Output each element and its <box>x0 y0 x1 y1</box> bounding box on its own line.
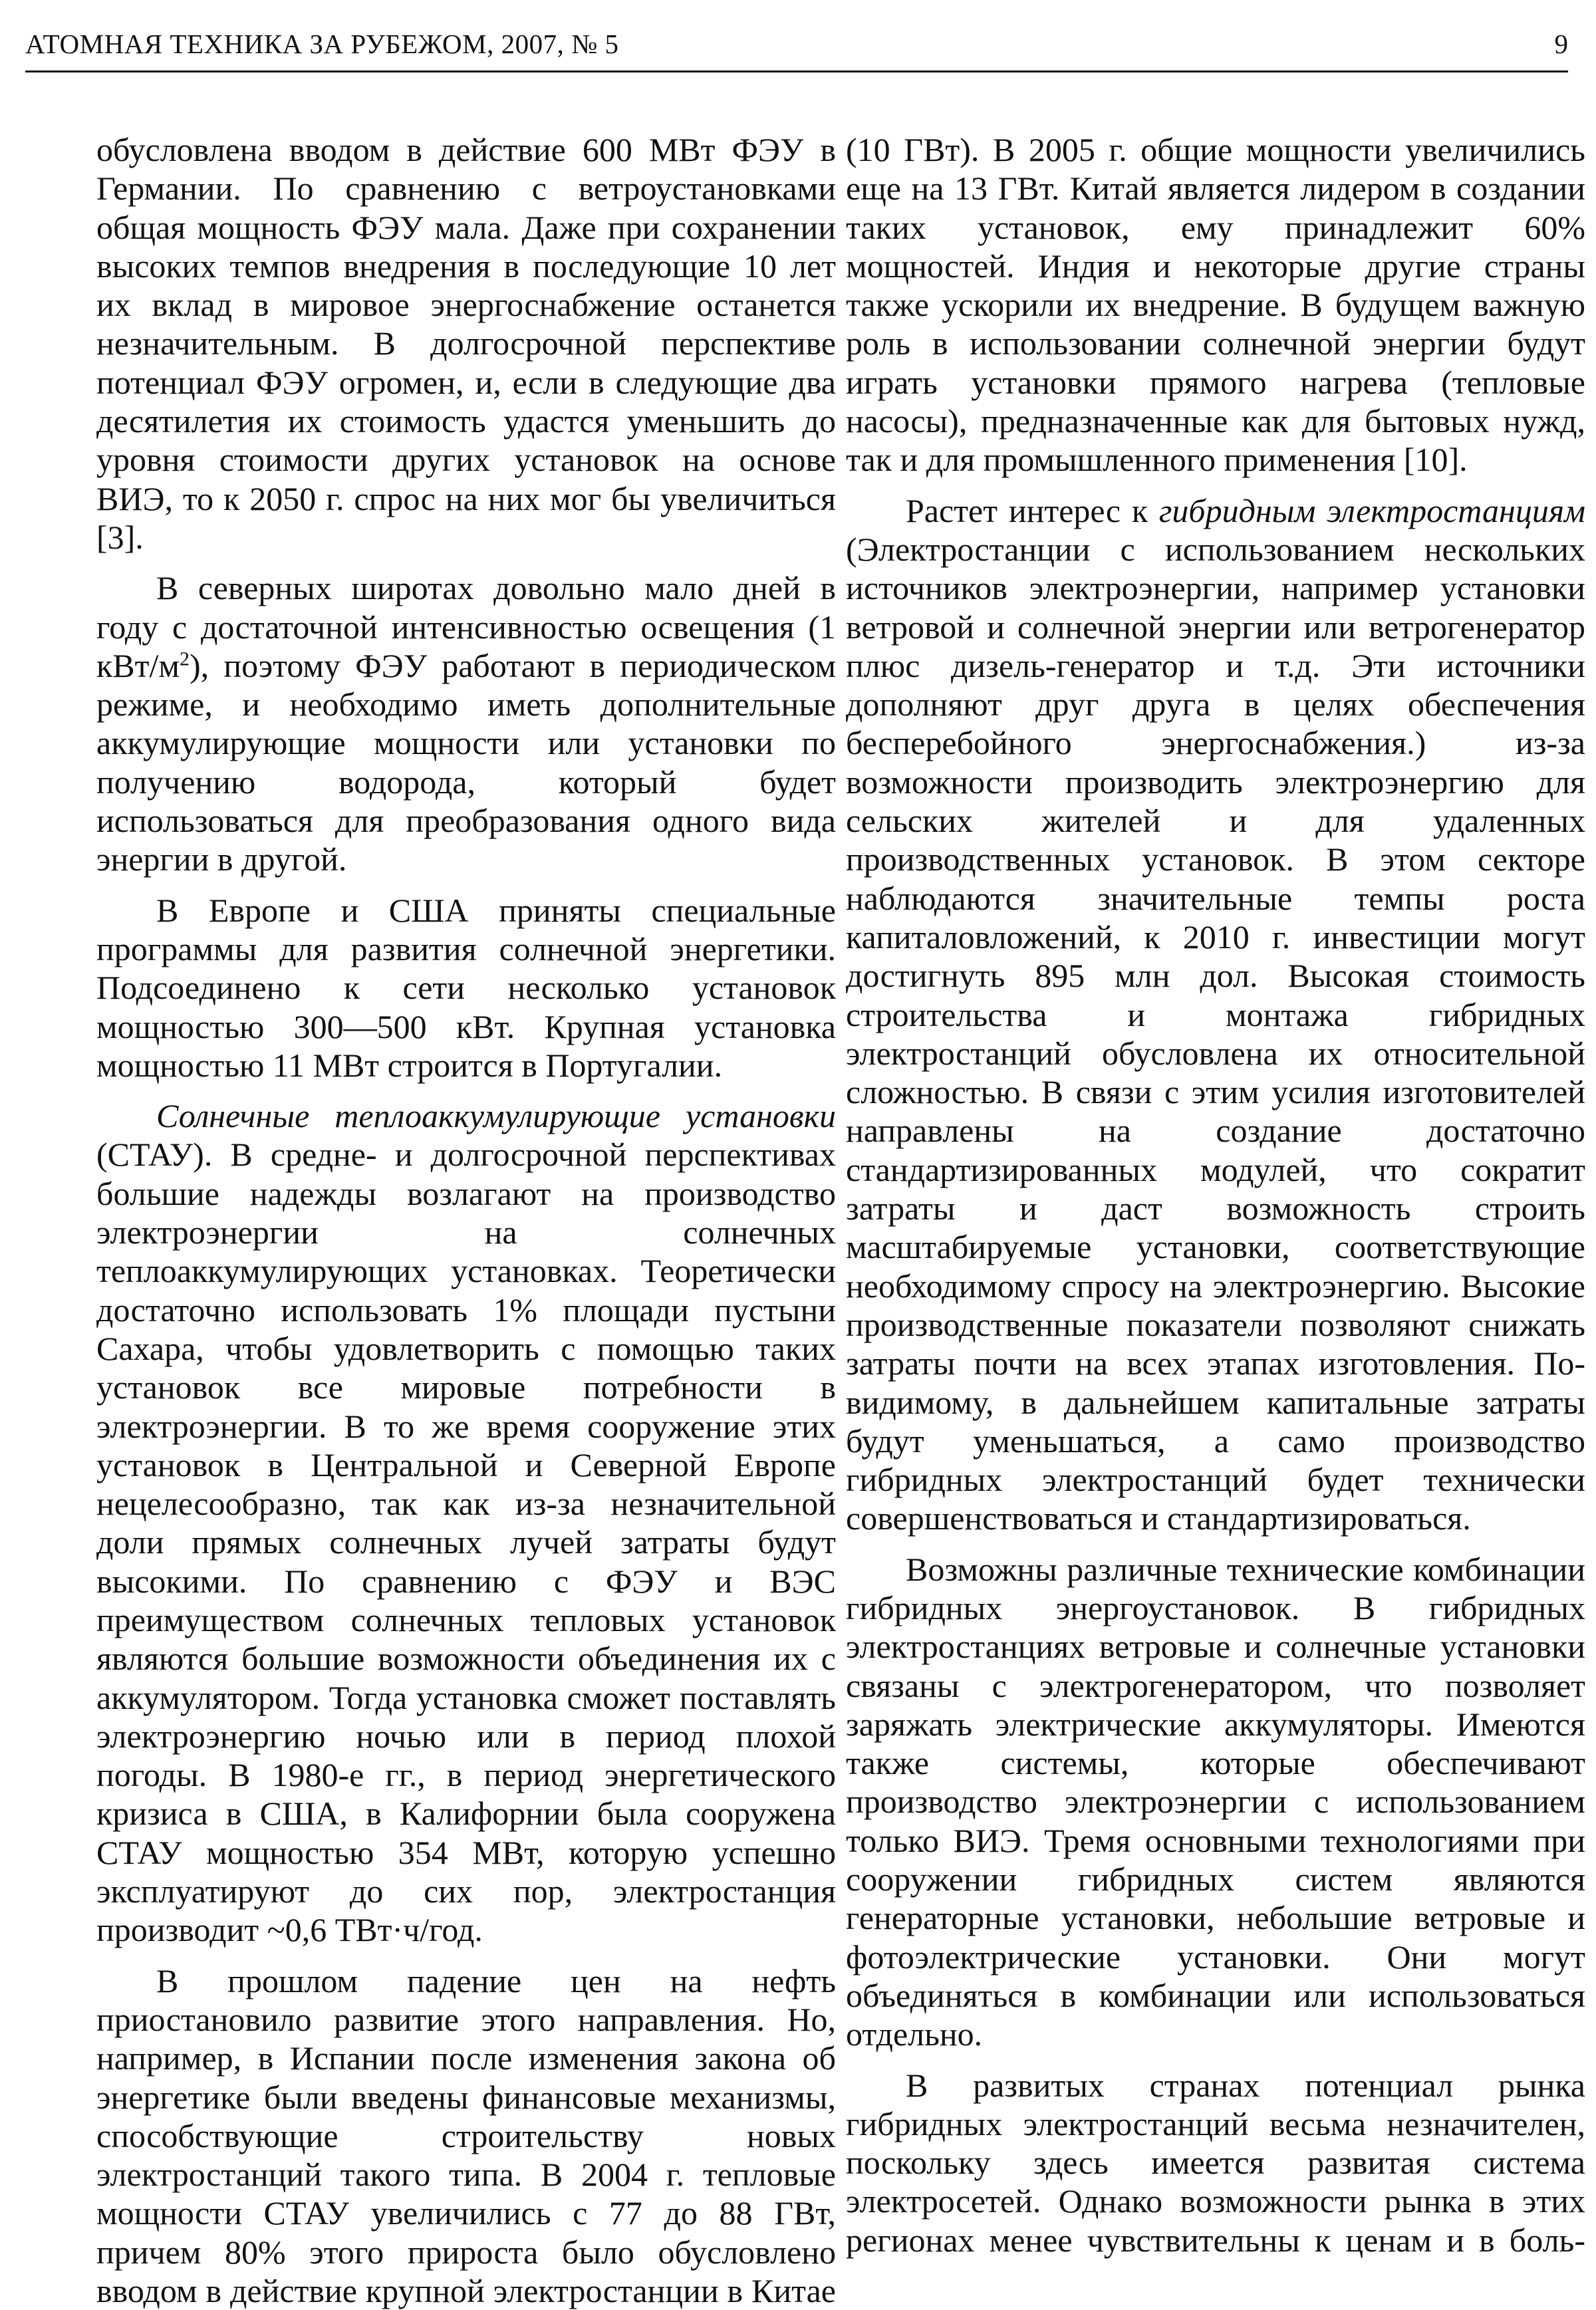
left-paragraph-2-text-b: ), поэтому ФЭУ работают в периодическом режиме, и необходимо иметь дополнительные аккумулирующие мощности или установки по получению водорода, который будет использоваться для преобразования одного вида энергии в другой. <box>96 646 836 878</box>
right-paragraph-2-text-a: Растет интерес к <box>906 491 1159 529</box>
right-paragraph-4: В развитых странах потенциал рынка гибридных электростанций весьма незначителен, поскольку здесь имеется развитая система электросетей. Однако возможности рынка в этих регионах менее чувствительны к ценам и в боль- <box>846 2066 1585 2259</box>
left-column <box>96 130 836 2310</box>
left-paragraph-4-text: (СТАУ). В средне- и долгосрочной перспективах большие надежды возлагают на производство электроэнергии на солнечных теплоаккумулирующих установках. Теоретически достаточно использовать 1% площади пустыни Сахара, чтобы удовлетворить с помощью таких установок все мировые потребности в электроэнергии. В то же время сооружение этих установок в Центральной и Северной Европе нецелесообразно, так как из-за незначительной доли прямых солнечных лучей затраты будут высокими. По сравнению с ФЭУ и ВЭС преимуществом солнечных тепловых установок являются большие возможности объединения их с аккумулятором. Тогда установка сможет поставлять электроэнергию ночью или в период плохой погоды. В 1980-е гг., в период энергетического кризиса в США, в Калифорнии была сооружена СТАУ мощностью 354 МВт, которую успешно эксплуатируют до сих пор, электростанция производит ~0,6 ТВт·ч/год. <box>96 1136 836 1949</box>
right-column <box>846 130 1585 2259</box>
journal-title: АТОМНАЯ ТЕХНИКА ЗА РУБЕЖОМ, 2007, № 5 <box>25 29 619 59</box>
left-paragraph-1: обусловлена вводом в действие 600 МВт ФЭУ в Германии. По сравнению с ветроустановками общая мощность ФЭУ мала. Даже при сохранении высоких темпов внедрения в последующие 10 лет их вклад в мировое энергоснабжение останется незначительным. В долгосрочной перспективе потенциал ФЭУ огромен, и, если в следующие два десятилетия их стоимость удастся уменьшить до уровня стоимости других установок на основе ВИЭ, то к 2050 г. спрос на них мог бы увеличиться [3]. <box>96 131 836 556</box>
left-paragraph-2-text-a: В северных широтах довольно мало дней в году с достаточной интенсивностью освещения (1 кВт/м <box>96 569 836 684</box>
left-paragraph-4 <box>96 1096 836 1950</box>
left-paragraph-2 <box>96 569 836 878</box>
right-paragraph-2-text-b: (Электростанции с использованием нескольких источников электроэнергии, например установки ветровой и солнечной энергии или ветрогенератор плюс дизель-генератор и т.д. Эти источники дополняют друг друга в целях обеспечения бесперебойного энергоснабжения.) из-за возможности производить электроэнергию для сельских жителей и для удаленных производственных установок. В этом секторе наблюдаются значительные темпы роста капиталовложений, к 2010 г. инвестиции могут достигнуть 895 млн дол. Высокая стоимость строительства и монтажа гибридных электростанций обусловлена их относительной сложностью. В связи с этим усилия изготовителей направлены на создание достаточно стандартизированных модулей, что сократит затраты и даст возможность строить масштабируемые установки, соответствующие необходимому спросу на электроэнергию. Высокие производственные показатели позволяют снижать затраты почти на всех этапах изготовления. По-видимому, в дальнейшем капитальные затраты будут уменьшаться, а само производство гибридных электростанций будет технически совершенствоваться и стандартизироваться. <box>846 530 1585 1537</box>
right-paragraph-2 <box>846 491 1585 1538</box>
section-term-hybrid: гибридным электростанциям <box>1158 491 1585 529</box>
right-paragraph-1: (10 ГВт). В 2005 г. общие мощности увеличились еще на 13 ГВт. Китай является лидером в создании таких установок, ему принадлежит 60% мощностей. Индия и некоторые другие страны также ускорили их внедрение. В будущем важную роль в использовании солнечной энергии будут играть установки прямого нагрева (тепловые насосы), предназначенные как для бытовых нужд, так и для промышленного применения [10]. <box>846 131 1585 479</box>
section-term-stau: Солнечные теплоаккумулирующие установки <box>156 1097 836 1135</box>
left-paragraph-3: В Европе и США приняты специальные программы для развития солнечной энергетики. Подсоединено к сети несколько установок мощностью 300—500 кВт. Крупная установка мощностью 11 МВт строится в Португалии. <box>96 891 836 1084</box>
page-number: 9 <box>1554 29 1568 59</box>
right-paragraph-3: Возможны различные технические комбинации гибридных энергоустановок. В гибридных электростанциях ветровые и солнечные установки связаны с электрогенератором, что позволяет заряжать электрические аккумуляторы. Имеются также системы, которые обеспечивают производство электроэнергии с использованием только ВИЭ. Тремя основными технологиями при сооружении гибридных систем являются генераторные установки, небольшие ветровые и фотоэлектрические установки. Они могут объединяться в комбинации или использоваться отдельно. <box>846 1550 1585 2053</box>
superscript-2: 2 <box>180 648 190 670</box>
left-paragraph-5: В прошлом падение цен на нефть приостановило развитие этого направления. Но, например, в Испании после изменения закона об энергетике были введены финансовые механизмы, способствующие строительству новых электростанций такого типа. В 2004 г. тепловые мощности СТАУ увеличились с 77 до 88 ГВт, причем 80% этого прироста было обусловлено вводом в действие крупной электростанции в Китае <box>96 1962 836 2310</box>
running-header <box>25 27 1568 72</box>
